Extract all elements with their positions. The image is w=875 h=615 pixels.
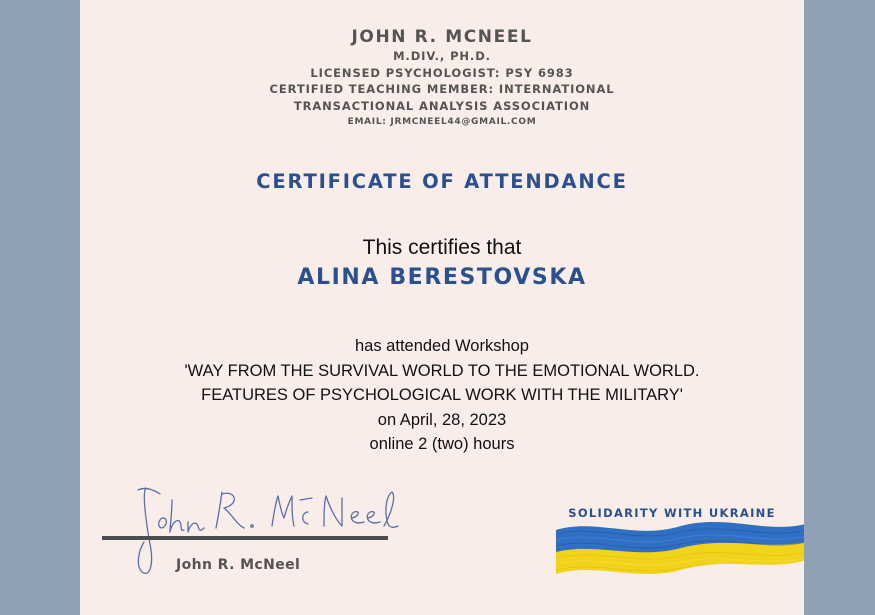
issuer-membership-line1: CERTIFIED TEACHING MEMBER: INTERNATIONAL <box>269 82 615 96</box>
certifies-text: This certifies that <box>362 236 522 259</box>
workshop-format: online 2 (two) hours <box>369 435 515 453</box>
workshop-date: on April, 28, 2023 <box>377 410 507 429</box>
issuer-email: EMAIL: JRMCNEEL44@GMAIL.COM <box>347 117 537 127</box>
attended-text: has attended Workshop <box>355 337 529 355</box>
workshop-title-line1: 'WAY FROM THE SURVIVAL WORLD TO THE EMOTIONAL WORLD. <box>184 361 700 380</box>
issuer-license: LICENSED PSYCHOLOGIST: PSY 6983 <box>310 65 574 80</box>
ukraine-flag-icon <box>556 520 804 578</box>
issuer-membership-line2: TRANSACTIONAL ANALYSIS ASSOCIATION <box>293 98 591 113</box>
signatory-name: John R. McNeel <box>176 557 301 573</box>
issuer-header <box>80 26 804 130</box>
issuer-degrees: M.DIV., PH.D. <box>393 49 491 63</box>
certificate-page <box>80 0 804 615</box>
signature-line <box>102 536 388 540</box>
workshop-details <box>80 334 804 457</box>
issuer-name: JOHN R. MCNEEL <box>351 27 533 47</box>
certificate-title: CERTIFICATE OF ATTENDANCE <box>256 170 628 193</box>
solidarity-label: SOLIDARITY WITH UKRAINE <box>568 506 776 520</box>
recipient-name: ALINA BERESTOVSKA <box>297 265 587 290</box>
workshop-title-line2: FEATURES OF PSYCHOLOGICAL WORK WITH THE MILITARY' <box>201 386 683 404</box>
